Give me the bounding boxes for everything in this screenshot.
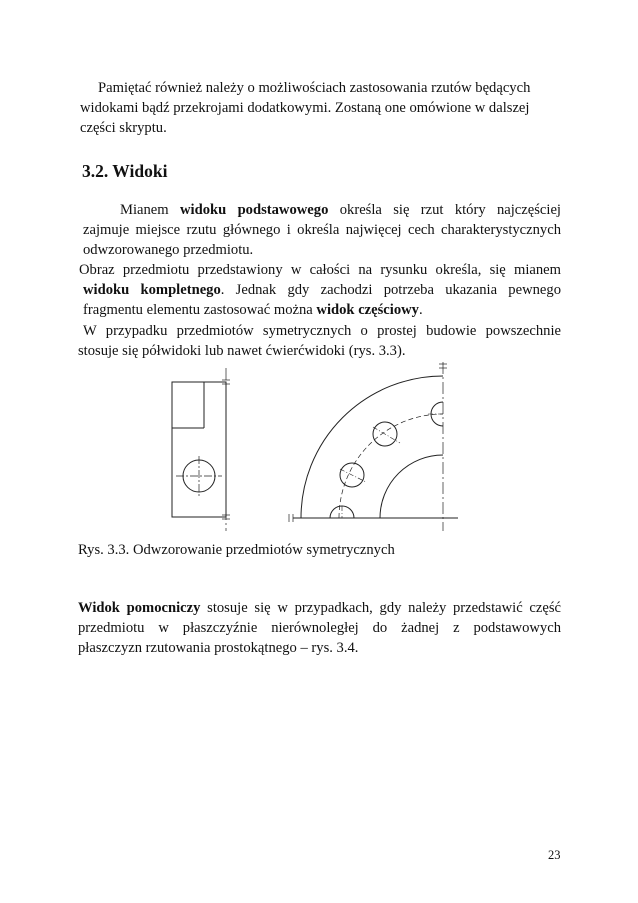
- aux-line-3: płaszczyzn rzutowania prostokątnego – rys. 3.4.: [78, 640, 359, 656]
- aux-line-2: przedmiotu w płaszczyźnie nierównoległej do żadnej z podstawowych: [78, 620, 561, 636]
- section-heading: 3.2. Widoki: [82, 161, 168, 181]
- p1-line-3: odwzorowanego przedmiotu.: [83, 242, 254, 258]
- p1-text-a: Mianem: [120, 202, 180, 218]
- figure-caption: Rys. 3.3. Odwzorowanie przedmiotów symetrycznych: [78, 542, 395, 558]
- term-widok-kompletny: widoku kompletnego: [83, 282, 221, 298]
- term-widok-czesciowy: widok częściowy: [316, 302, 419, 318]
- term-widok-pomocniczy: Widok pomocniczy: [78, 600, 201, 616]
- term-widok-podstawowy: widoku podstawowego: [179, 202, 329, 218]
- p2-text-3a: fragmentu elementu zastosować można: [83, 302, 317, 318]
- intro-line-2: widokami bądź przekrojami dodatkowymi. Zostaną one omówione w dalszej: [80, 100, 530, 116]
- aux-line-1: [78, 598, 561, 618]
- p2-text-3c: .: [418, 302, 423, 318]
- p2-text-b: . Jednak gdy zachodzi potrzeba ukazania pewnego: [220, 282, 561, 298]
- p2-line-1: Obraz przedmiotu przedstawiony w całości na rysunku określa, się mianem: [79, 262, 561, 278]
- page-number: 23: [548, 848, 561, 862]
- p1-line-2: zajmuje miejsce rzutu głównego i określa najwięcej cech charakterystycznych: [83, 222, 561, 238]
- p1-text-c: określa się rzut który najczęściej: [328, 202, 561, 218]
- intro-line-3: części skryptu.: [80, 120, 167, 136]
- intro-line-1: Pamiętać również należy o możliwościach zastosowania rzutów będących: [98, 80, 531, 96]
- half-view-drawing: [172, 368, 230, 531]
- aux-text-b: stosuje się w przypadkach, gdy należy przedstawić część: [200, 600, 561, 616]
- p3-line-2: stosuje się półwidoki lub nawet ćwierćwidoki (rys. 3.3).: [78, 343, 406, 359]
- quarter-view-drawing: [289, 362, 458, 531]
- p3-line-1: W przypadku przedmiotów symetrycznych o prostej budowie powszechnie: [83, 323, 561, 339]
